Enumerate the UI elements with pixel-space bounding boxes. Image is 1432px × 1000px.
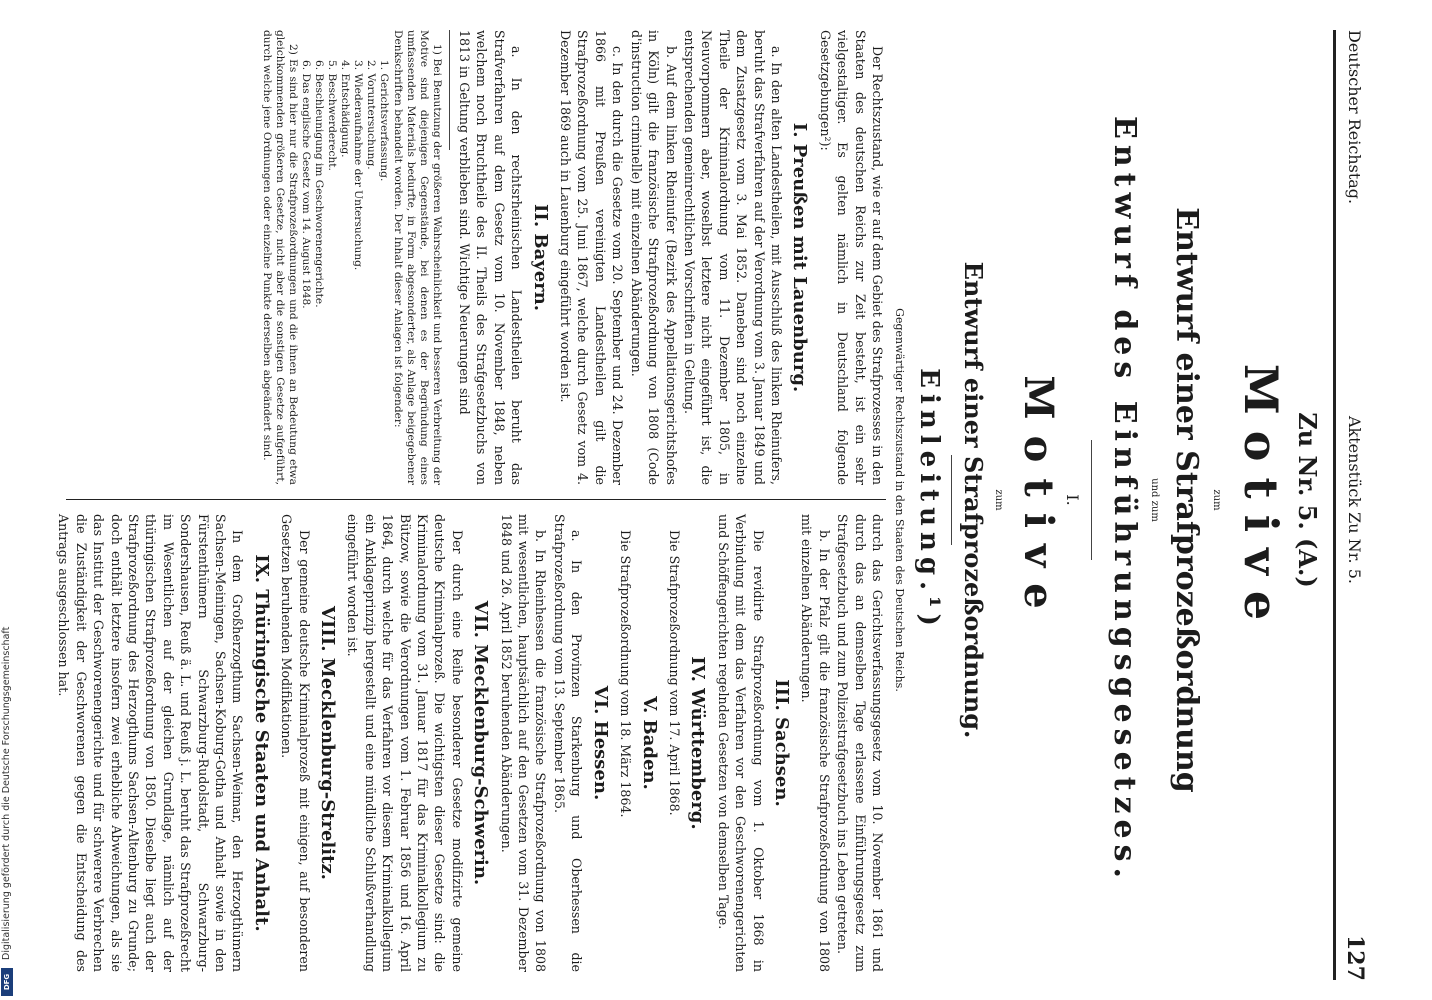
- paragraph: a. In den Provinzen Starkenburg und Oberhessen die Strafprozeßordnung vom 13. September 1865.: [551, 514, 585, 972]
- section-heading: IV. Württemberg.: [687, 656, 709, 830]
- title-entwurf-eg: Entwurf des Einführungsgesetzes.: [1107, 116, 1142, 884]
- header-left: Deutscher Reichstag.: [1345, 30, 1364, 205]
- einleitung-subtitle: Gegenwärtiger Rechtszustand in den Staaten des Deutschen Reichs.: [893, 308, 906, 692]
- paragraph: Der durch eine Reihe besonderer Gesetze modifizirte gemeine deutsche Kriminalprozeß. Die wichtigsten dieser Gesetze sind: die Kriminalordnung vom 31. Januar 1817 für das Kriminalkollegium zu Bützow, sowie die Verordnungen vom 1. Februar 1856 und 16. April 1864, durch welche für das Verfahren vor diesem Kriminalkollegium ein Anklageprinzip hergestellt und eine mündliche Schlußverhandlung eingeführt worden ist.: [345, 514, 465, 972]
- list-item: 1. Gerichtsverfassung.: [377, 60, 390, 182]
- part-roman: I.: [1063, 494, 1082, 506]
- column-divider: [66, 499, 886, 500]
- paragraph: Die Strafprozeßordnung vom 17. April 1868.: [666, 530, 682, 816]
- paragraph: c. In den durch die Gesetze vom 20. September und 24. Dezember 1866 mit Preußen vereinigten Landestheilen gilt die Strafprozeßordnung vom 25. Juni 1867, welche durch Gesetz vom 4. Dezember 1869 auch in Lauenburg eingeführt worden ist.: [558, 30, 626, 485]
- main-title-motive: Motive: [1234, 363, 1288, 637]
- footnotes: [260, 30, 443, 485]
- list-item: 3. Wiederaufnahme der Untersuchung.: [351, 60, 364, 271]
- list-item: 5. Beschwerderecht.: [325, 60, 338, 171]
- paragraph: b. Auf dem linken Rheinufer (Bezirk des Appellationsgerichtshofes in Köln) gilt die französische Strafprozeßordnung von 1808 (Code d'instruction criminelle) mit einzelnen Abänderungen.: [628, 30, 679, 485]
- paragraph: b. In Rheinhessen die französische Strafprozeßordnung von 1808 mit wesentlichen, hauptsächlich auf den Gesetzen vom 31. Dezember 1848 und 26. April 1852 beruhenden Abänderungen.: [498, 514, 549, 972]
- header-center: Aktenstück Zu Nr. 5.: [1345, 416, 1364, 584]
- einleitung-heading: Einleitung.¹): [914, 368, 944, 632]
- anlagen-list: [299, 30, 390, 485]
- section-heading: I. Preußen mit Lauenburg.: [789, 122, 811, 393]
- paragraph: Der gemeine deutsche Kriminalprozeß mit einigen, auf besonderen Gesetzen beruhenden Modifikationen.: [279, 514, 312, 972]
- part-divider: [951, 455, 952, 545]
- list-item: 4. Entschädigung.: [338, 60, 351, 158]
- footnote-rule: [449, 30, 450, 150]
- section-heading: III. Sachsen.: [770, 679, 792, 807]
- list-item: 2. Voruntersuchung.: [364, 60, 377, 170]
- document-page: [52, 0, 1382, 1000]
- paragraph: Die revidirte Strafprozeßordnung vom 1. Oktober 1868 in Verbindung mit dem das Verfahren vor den Geschworenengerichten und Schöffengerichten regelnden Gesetzen von demselben Tage.: [715, 514, 766, 972]
- part-zum: zum: [993, 489, 1004, 511]
- credit-text: Digitalisierung gefördert durch die Deutsche Forschungsgemeinschaft: [1, 626, 12, 960]
- left-column: [61, 30, 886, 485]
- header-rule: [1333, 30, 1336, 980]
- footnote: 1) Bei Benutzung der größeren Wahrscheinlichkeit und besseren Verbreitung der Motive sind diejenigen Gegenstände, bei denen es der Begründung eines umfassenden Materials bedurfte, in Form abgesonderter, als Anlage beigegebener Denkschriften behandelt worden. Der Inhalt dieser Anlagen ist folgender:: [391, 30, 443, 485]
- paragraph: durch das Gerichtsverfassungsgesetz vom 10. November 1861 und durch das an demselben Tage erlassene Einführungsgesetz zum Strafgesetzbuch und zum Polizeistrafgesetzbuch ins Leben getreten.: [835, 514, 885, 972]
- paragraph: b. In der Pfalz gilt die französische Strafprozeßordnung von 1808 mit einzelnen Abänderungen.: [799, 514, 832, 972]
- title-entwurf-stpo: Entwurf einer Strafprozeßordnung: [1169, 207, 1204, 793]
- part-motive: Motive: [1015, 375, 1062, 625]
- paragraph: a. In den rechtsrheinischen Landestheilen beruht das Strafverfahren auf dem Gesetz vom 10. November 1848, neben welchem noch Bruchtheile des II. Theils des Strafgesetzbuchs von 1813 in Geltung verblieben sind. Wichtige Neuerungen sind: [457, 30, 525, 485]
- title-zum: zum: [1211, 489, 1222, 511]
- paragraph: Die Strafprozeßordnung vom 18. März 1864.: [618, 530, 634, 818]
- dfg-logo-icon: [1, 968, 13, 996]
- section-heading: VIII. Mecklenburg-Strelitz.: [317, 606, 339, 880]
- section-heading: V. Baden.: [638, 696, 660, 790]
- footnote: 2) Es sind hier nur die Strafprozeßordnungen und die ihnen an Bedeutung etwa gleichkommenden größeren Gesetze, nicht aber die sonstigen Gesetze aufgeführt, durch welche jene Ordnungen oder einzelne Punkte derselben abgeändert sind.: [260, 30, 299, 485]
- right-column: [56, 514, 886, 972]
- section-heading: VII. Mecklenburg-Schwerin.: [470, 600, 492, 886]
- page-number: 127: [1342, 935, 1368, 981]
- credit-strip: [0, 0, 14, 1000]
- paragraph: In dem Großherzogthum Sachsen-Weimar, den Herzogthümern Sachsen-Meiningen, Sachsen-Koburg-Gotha und Anhalt sowie in den Fürstenthümern Schwarzburg-Rudolstadt, Schwarzburg-Sondershausen, Reuß ä. L. und Reuß j. L. beruht das Strafprozeßrecht im Wesentlichen auf der gleichen Grundlage, nämlich auf der thüringischen Strafprozeßordnung von 1850. Dieselbe liegt auch der Strafprozeßordnung des Herzogthums Sachsen-Altenburg zu Grunde; doch enthält letztere insofern zwei erhebliche Abweichungen, als sie das Institut der Geschworenengerichte und für schwerere Verbrechen die Zuständigkeit der Geschworenen gegen die Entscheidung des Antrags ausgeschlossen hat.: [56, 514, 246, 972]
- paragraph: a. In den alten Landestheilen, mit Ausschluß des linken Rheinufers, beruht das Strafverfahren auf der Verordnung vom 3. Januar 1849 und dem Zusatzgesetz vom 3. Mai 1852. Daneben sind noch einzelne Theile der Kriminalordnung vom 11. Dezember 1805, in Neuvorpommern aber, woselbst letztere nicht eingeführt ist, die entsprechenden gemeinrechtlichen Vorschriften in Geltung.: [681, 30, 784, 485]
- title-divider: [1091, 440, 1092, 560]
- document-ref: Zu Nr. 5. (A.): [1293, 412, 1322, 588]
- list-item: 6. Das englische Gesetz vom 14. August 1848.: [299, 60, 312, 309]
- section-heading: IX. Thüringische Staaten und Anhalt.: [250, 554, 272, 932]
- section-heading: VI. Hessen.: [589, 685, 611, 801]
- dfg-logo-text: DFG: [3, 973, 11, 991]
- section-heading: II. Bayern.: [529, 204, 551, 311]
- title-und-zum: und zum: [1149, 478, 1160, 522]
- list-item: 6. Beschleunigung im Geschworenengerichte.: [312, 60, 325, 308]
- part-entwurf: Entwurf einer Strafprozeßordnung.: [959, 261, 988, 739]
- intro-paragraph: Der Rechtszustand, wie er auf dem Gebiet des Strafprozesses in den Staaten des deutschen Reichs zur Zeit besteht, ist ein sehr vielgestaltiger. Es gelten nämlich in Deutschland folgende Gesetzgebungen²):: [817, 30, 885, 485]
